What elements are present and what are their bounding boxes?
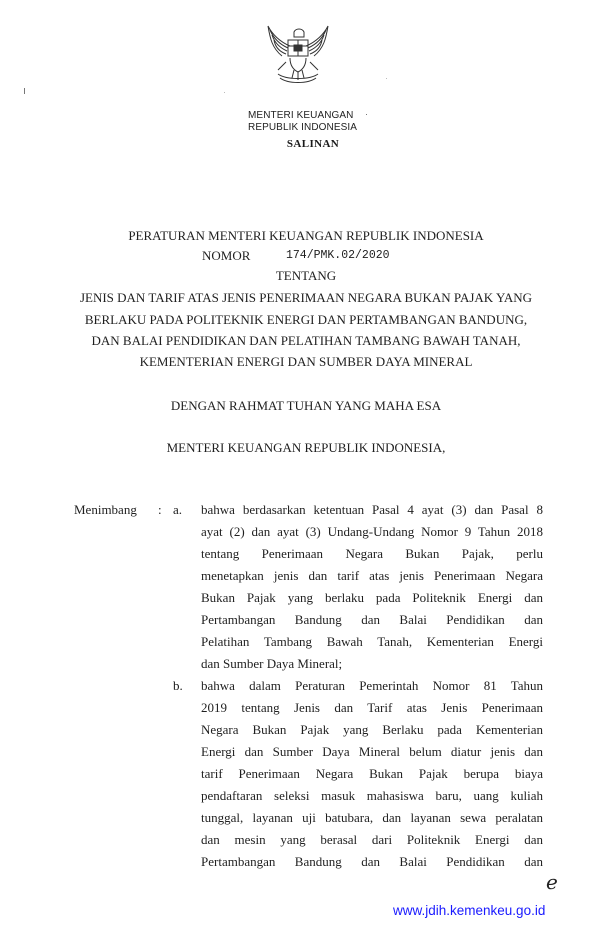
item-a-line: Pertambangan Bandung dan Balai Pendidikan dan bbox=[201, 612, 543, 627]
item-b-line: Negara Bukan Pajak yang Berlaku pada Kementerian bbox=[201, 722, 543, 737]
item-b-line: bahwa dalam Peraturan Pemerintah Nomor 81 Tahun bbox=[201, 678, 543, 693]
item-b-line: dan mesin yang berasal dari Politeknik Energi dan bbox=[201, 832, 543, 847]
menimbang-label: Menimbang bbox=[74, 502, 137, 517]
scan-artifact bbox=[366, 114, 367, 115]
ministry-letterhead bbox=[248, 110, 357, 134]
subject-line-3: DAN BALAI PENDIDIKAN DAN PELATIHAN TAMBANG BAWAH TANAH, bbox=[91, 333, 521, 348]
item-b-line: 2019 tentang Jenis dan Tarif atas Jenis Penerimaan bbox=[201, 700, 543, 715]
ministry-name: MENTERI KEUANGAN bbox=[248, 110, 354, 121]
scan-artifact bbox=[224, 92, 225, 93]
nomor-value: 174/PMK.02/2020 bbox=[286, 249, 390, 262]
nomor-label: NOMOR bbox=[202, 248, 251, 263]
item-b-line: tarif Penerimaan Negara Bukan Pajak berupa biaya bbox=[201, 766, 543, 781]
tentang-label: TENTANG bbox=[275, 268, 337, 283]
scan-artifact bbox=[386, 78, 387, 79]
scan-artifact bbox=[24, 88, 25, 94]
item-a-line: bahwa berdasarkan ketentuan Pasal 4 ayat (3) dan Pasal 8 bbox=[201, 502, 543, 517]
item-a-line: dan Sumber Daya Mineral; bbox=[201, 656, 343, 671]
regulation-number-row bbox=[202, 248, 390, 264]
item-b-line: Pertambangan Bandung dan Balai Pendidikan dan bbox=[201, 854, 543, 869]
item-letter-a: a. bbox=[173, 502, 183, 517]
regulation-title: PERATURAN MENTERI KEUANGAN REPUBLIK INDONESIA bbox=[128, 228, 484, 243]
issuing-authority: MENTERI KEUANGAN REPUBLIK INDONESIA, bbox=[166, 440, 446, 455]
item-b-line: Energi dan Sumber Daya Mineral belum diatur jenis dan bbox=[201, 744, 543, 759]
item-a-line: Pelatihan Tambang Bawah Tanah, Kementerian Energi bbox=[201, 634, 543, 649]
item-b-line: pendaftaran seleksi masuk mahasiswa baru, uang kuliah bbox=[201, 788, 543, 803]
item-letter-b: b. bbox=[173, 678, 183, 693]
handwritten-page-mark: e bbox=[546, 870, 558, 894]
copy-label: SALINAN bbox=[286, 138, 340, 150]
subject-line-4: KEMENTERIAN ENERGI DAN SUMBER DAYA MINERAL bbox=[139, 354, 473, 369]
jdih-website-link[interactable]: www.jdih.kemenkeu.go.id bbox=[393, 903, 546, 918]
item-a-line: menetapkan jenis dan tarif atas jenis Penerimaan Negara bbox=[201, 568, 543, 583]
subject-line-1: JENIS DAN TARIF ATAS JENIS PENERIMAAN NEGARA BUKAN PAJAK YANG bbox=[79, 290, 533, 305]
item-b-line: tunggal, layanan uji batubara, dan layanan sewa peralatan bbox=[201, 810, 543, 825]
garuda-emblem-icon bbox=[260, 24, 336, 86]
subject-line-2: BERLAKU PADA POLITEKNIK ENERGI DAN PERTAMBANGAN BANDUNG, bbox=[84, 312, 528, 327]
republic-name: REPUBLIK INDONESIA bbox=[248, 122, 358, 133]
item-a-line: ayat (2) dan ayat (3) Undang-Undang Nomor 9 Tahun 2018 bbox=[201, 524, 543, 539]
item-a-line: Bukan Pajak yang berlaku pada Politeknik Energi dan bbox=[201, 590, 543, 605]
menimbang-colon: : bbox=[158, 502, 162, 517]
item-a-line: tentang Penerimaan Negara Bukan Pajak, perlu bbox=[201, 546, 543, 561]
invocation: DENGAN RAHMAT TUHAN YANG MAHA ESA bbox=[170, 398, 442, 413]
